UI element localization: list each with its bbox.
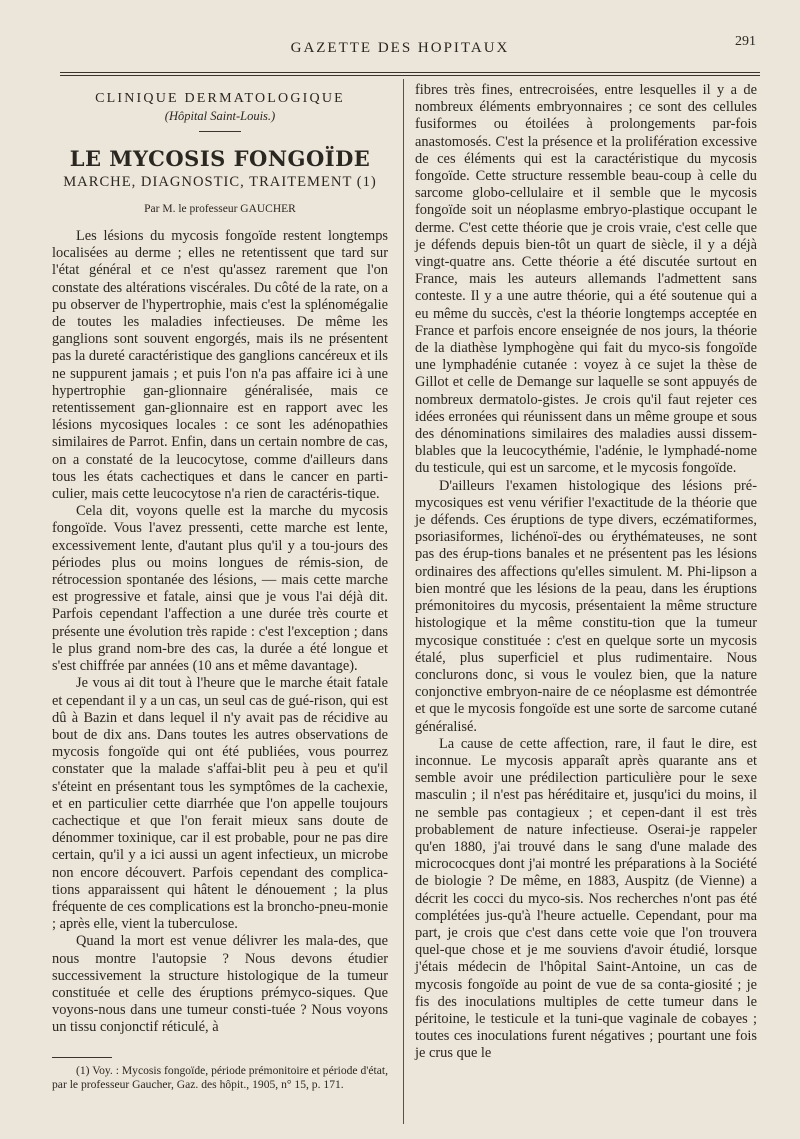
header-rule-top [60,72,760,73]
byline: Par M. le professeur GAUCHER [144,202,296,215]
short-rule [199,131,241,132]
footnote: (1) Voy. : Mycosis fongoïde, période prémonitoire et période d'état, par le professeur Gaucher, Gaz. des hôpit., 1905, n° 15, p. 171. [52,1063,388,1091]
running-head: GAZETTE DES HOPITAUX [290,40,510,56]
hospital-line: (Hôpital Saint-Louis.) [164,109,276,124]
footnote-rule [52,1057,112,1058]
paragraph: D'ailleurs l'examen histologique des lésions pré-mycosiques est venu vérifier l'exactitude de la théorie que je défends. Ces éruptions de type divers, eczématiformes, psoriasiformes, lichénoï-des ou érythémateuses, ne sont pas des érup-tions banales et ne présentent pas les lésions ordinaires des affections qu'elles simulent. M. Phi-lipson a bien montré que les lésions de la peau, dans les éruptions prémonitoires du mycosis, présentaient la même structure histologique et la même constitu-tion que la tumeur mycosique constituée : c'est en quelque sorte un mycosis étalé, plus superficiel et plus rudimentaire. Nous conclurons donc, si vous le voulez bien, que la nature conjonctive embryon-naire de ce néoplasme est démontrée et que le mycosis fongoïde est une sorte de sarcome cutané généralisé. [415,477,757,735]
right-column [415,82,757,1063]
header-rule-bottom [60,75,760,76]
left-column [52,82,388,1092]
paragraph: Cela dit, voyons quelle est la marche du mycosis fongoïde. Vous l'avez pressenti, cette marche est lente, excessivement lente, d'autant plus qu'il y a tou-jours des périodes plus ou moins longues de rémis-sion, de rétrocession spontanée des lésions, — mais cette marche est progressive et fatale, ainsi que je vous l'ai déjà dit. Parfois cependant l'affection a une durée très courte et présente une évolution très rapide : c'est l'exception ; dans le plus grand nom-bre des cas, la durée a été longue et s'est chiffrée par années (10 ans et même davantage). [52,503,388,675]
paragraph: fibres très fines, entrecroisées, entre lesquelles il y a de nombreux éléments embryonnaires ; ce sont des cellules fusiformes ou étoilées à prolongements par-fois anastomosés. C'est la présence et la prolifération excessive de ces éléments qui est la caractéristique du mycosis fongoïde. Cette structure ressemble beau-coup à celle du sarcome globo-cellulaire et il semble que le mycosis fongoïde soit un néoplasme embryo-plastique occupant le derme. C'est cette théorie que je crois vraie, c'est celle que je défends depuis bien-tôt un quart de siècle, il y a déjà vingt-quatre ans. Cette théorie a été discutée surtout en France, mais les auteurs allemands l'admettent sans conteste. Il y a une autre théorie, qui a été soutenue qui a eu même du succès, c'est la théorie longtemps acceptée en France et parfois encore enseignée de nos jours, la théorie de la diathèse lymphogène qui fait du myco-sis fongoïde une lymphadénie cutanée : voyez à ce sujet la thèse de Gillot et celle de Demange sur laquelle se sont appuyés de nombreux dermatolo-gistes. Je crois qu'il faut rejeter ces idées erronées qui réunissent dans un même groupe et sous des dénominations similaires des maladies aussi dissem-blables que la leucocythémie, l'adénie, le lymphadé-nome du testicule, qui est un sarcome, et le mycosis fongoïde. [415,82,757,477]
section-rubric: CLINIQUE DERMATOLOGIQUE [95,91,345,106]
page-number: 291 [735,34,756,49]
paragraph: La cause de cette affection, rare, il faut le dire, est inconnue. Le mycosis apparaît après quarante ans et semble avoir une prédilection particulière pour le sexe masculin ; il n'est pas héréditaire et, jusqu'ici du moins, il ne semble pas contagieux ; et cepen-dant il est très probablement de nature infectieuse. Oserai-je rappeler qu'en 1880, j'ai trouvé dans le sang d'une malade des micrococques dont j'ai montré les préparations à la Société de biologie ? De même, en 1883, Auspitz (de Vienne) a décrit les cocci du myco-sis. Nos recherches n'ont pas été complétées jus-qu'à l'heure actuelle. Cependant, pour ma part, je crois que c'est dans cette voie que l'on trouvera quel-que chose et je me souviens d'avoir étudié, lorsque j'étais médecin de l'hôpital Saint-Antoine, un cas de mycosis fongoïde au point de vue de sa conta-giosité ; je fis des inoculations multiples de cette tumeur dans le péritoine, le testicule et la tuni-que vaginale de cobayes ; toutes ces inoculations furent négatives ; pourtant une fois je crus que le [415,735,757,1062]
article-subtitle: MARCHE, DIAGNOSTIC, TRAITEMENT (1) [63,173,377,190]
column-divider [403,79,404,1124]
article-title: LE MYCOSIS FONGOÏDE [69,146,371,172]
paragraph: Je vous ai dit tout à l'heure que le marche était fatale et cependant il y a un cas, un seul cas de gué-rison, qui est dû à Bazin et dans lequel il n'y avait pas de récidive au bout de dix ans. Dans toutes les autres observations de mycosis fongoïde qui ont été publiées, vous pourrez constater que la malade s'affai-blit peu à peu et qu'il s'éteint en présentant tous les symptômes de la cachexie, et en particulier cette diarrhée que l'on appelle toujours cachectique et que l'on ferait mieux sans doute de dénommer toxinique, car il est probable, pour ne pas dire certain, qu'il y a ici aussi un agent infectieux, un microbe non encore découvert. Parfois cependant des complica-tions apparaissent qui hâtent le dénouement ; la plus fréquente de ces complications est la broncho-pneu-monie ; après elle, vient la tuberculose. [52,675,388,933]
paragraph: Quand la mort est venue délivrer les mala-des, que nous montre l'autopsie ? Nous devons étudier successivement la structure histologique de la tumeur constituée et celle des éruptions prémyco-siques. Que voyons-nous dans une tumeur consti-tuée ? Nous voyons un tissu conjonctif réticulé, à [52,933,388,1036]
paragraph: Les lésions du mycosis fongoïde restent longtemps localisées au derme ; elles ne retentissent que tard sur l'état général et ce n'est qu'assez rarement que l'on constate des altérations viscérales. Du côté de la rate, on a pu observer de l'hypertrophie, mais c'est la splénomégalie de toutes les maladies infectieuses. De même les ganglions sont souvent engorgés, mais ils ne présentent pas la dureté caractéristique des ganglions cancéreux et ils ne suppurent jamais ; et puis l'on n'a pas affaire ici à une hypertrophie gan-glionnaire généralisée, mais ce retentissement gan-glionnaire est en rapport avec les lésions mycosiques locales : ce sont les adénopathies similaires de Parrot. Enfin, dans un certain nombre de cas, on a constaté de la leucocytose, comme d'ailleurs dans tous les états cachectiques et dans le cancer en parti-culier, mais cette leucocytose n'a rien de caractéris-tique. [52,228,388,503]
